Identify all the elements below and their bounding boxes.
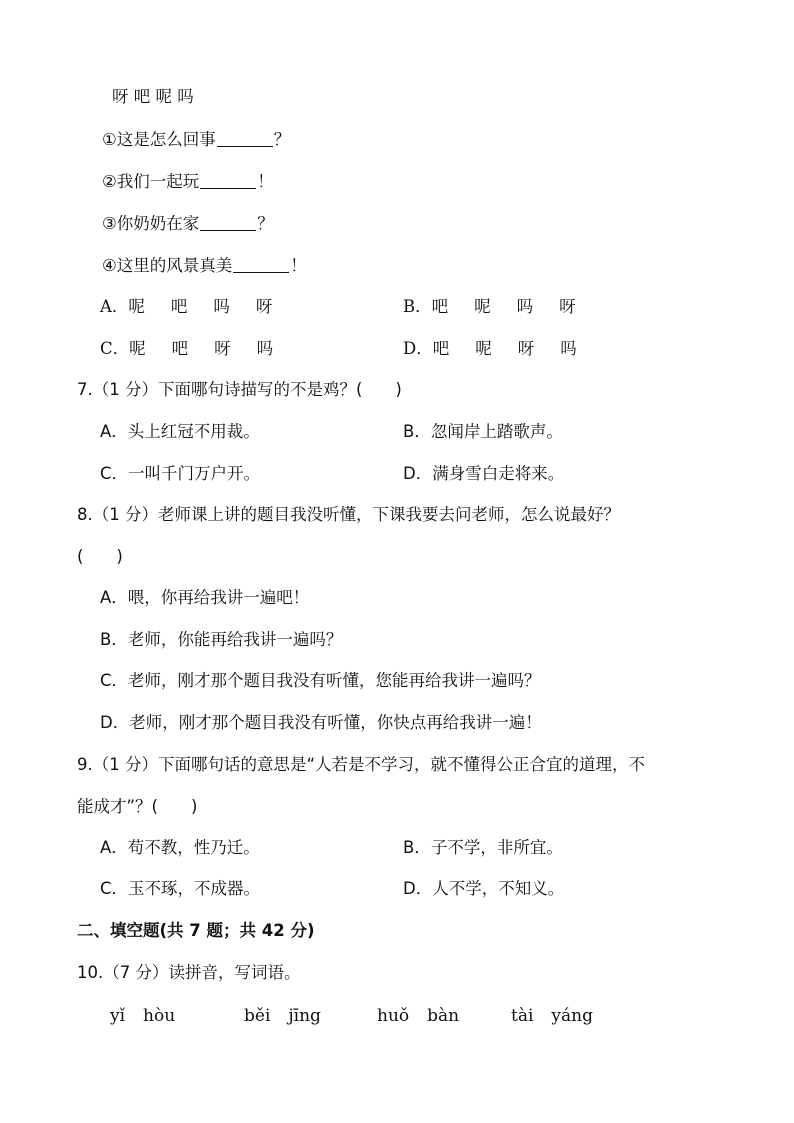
q9-option-c[interactable]: C．玉不琢，不成器。 [100,879,261,898]
answer-blank[interactable] [233,258,289,273]
pinyin-syllable: yáng [551,1006,593,1026]
q7-option-c[interactable]: C．一叫千门万户开。 [100,464,261,483]
item-punct: ？ [257,214,274,233]
pinyin-group-1 [110,1005,175,1027]
q10-stem: 10.（7 分）读拼音，写词语。 [77,963,301,982]
q6-option-c[interactable]: C．呢 吧 呀 吗 [100,339,274,358]
pinyin-group-3 [377,1005,459,1027]
q6-item-3 [102,213,274,235]
item-text: 这是怎么回事 [116,130,216,149]
q7-option-d[interactable]: D．满身雪白走将来。 [403,464,565,483]
q8-option-c[interactable]: C．老师，刚才那个题目我没有听懂，您能再给我讲一遍吗？ [100,671,541,690]
q6-option-a[interactable]: A．呢 吧 吗 呀 [100,297,273,316]
q6-option-d[interactable]: D．吧 呢 呀 吗 [403,339,577,358]
pinyin-syllable: huǒ [377,1006,410,1026]
q7-option-a[interactable]: A．头上红冠不用裁。 [100,422,260,441]
q7-option-b[interactable]: B．忽闻岸上踏歌声。 [403,422,563,441]
q9-stem-line2: 能成才”？( ) [77,797,198,816]
pinyin-syllable: běi [244,1006,271,1026]
q6-option-b[interactable]: B．吧 呢 吗 呀 [403,297,576,316]
answer-blank[interactable] [217,132,273,147]
pinyin-syllable: tài [511,1006,534,1026]
q9-stem-line1: 9.（1 分）下面哪句话的意思是“人若是不学习，就不懂得公正合宜的道理，不 [77,755,646,774]
item-text: 我们一起玩 [116,172,200,191]
pinyin-group-4 [511,1005,593,1027]
q9-option-d[interactable]: D．人不学，不知义。 [403,879,565,898]
q8-stem: 8.（1 分）老师课上讲的题目我没听懂，下课我要去问老师，怎么说最好？ [77,505,620,524]
q6-item-4 [102,255,307,277]
item-punct: ！ [290,256,307,275]
item-mark: ① [102,130,117,149]
section-title: 二、填空题(共 7 题；共 42 分) [77,921,315,940]
q9-option-a[interactable]: A．苟不教，性乃迁。 [100,838,260,857]
item-mark: ② [102,172,117,191]
item-mark: ③ [102,214,117,233]
q6-item-2 [102,171,274,193]
item-text: 你奶奶在家 [116,214,200,233]
q6-item-1 [102,129,290,151]
pinyin-group-2 [244,1005,321,1027]
item-text: 这里的风景真美 [116,256,233,275]
q6-word-bank: 呀 吧 呢 吗 [112,87,194,106]
pinyin-syllable: jīng [288,1006,321,1026]
q9-option-b[interactable]: B．子不学，非所宜。 [403,838,563,857]
pinyin-syllable: bàn [427,1006,460,1026]
pinyin-syllable: yǐ [110,1006,126,1026]
answer-blank[interactable] [200,174,256,189]
q7-stem: 7.（1 分）下面哪句诗描写的不是鸡？( ) [77,380,402,399]
pinyin-syllable: hòu [143,1006,176,1026]
q8-paren: ( ) [77,547,123,566]
answer-blank[interactable] [200,216,256,231]
q8-option-d[interactable]: D．老师，刚才那个题目我没有听懂，你快点再给我讲一遍！ [100,713,542,732]
q8-option-a[interactable]: A．喂，你再给我讲一遍吧！ [100,588,310,607]
item-mark: ④ [102,256,117,275]
item-punct: ？ [273,130,291,149]
item-punct: ！ [257,172,274,191]
q8-option-b[interactable]: B．老师，你能再给我讲一遍吗？ [100,630,343,649]
